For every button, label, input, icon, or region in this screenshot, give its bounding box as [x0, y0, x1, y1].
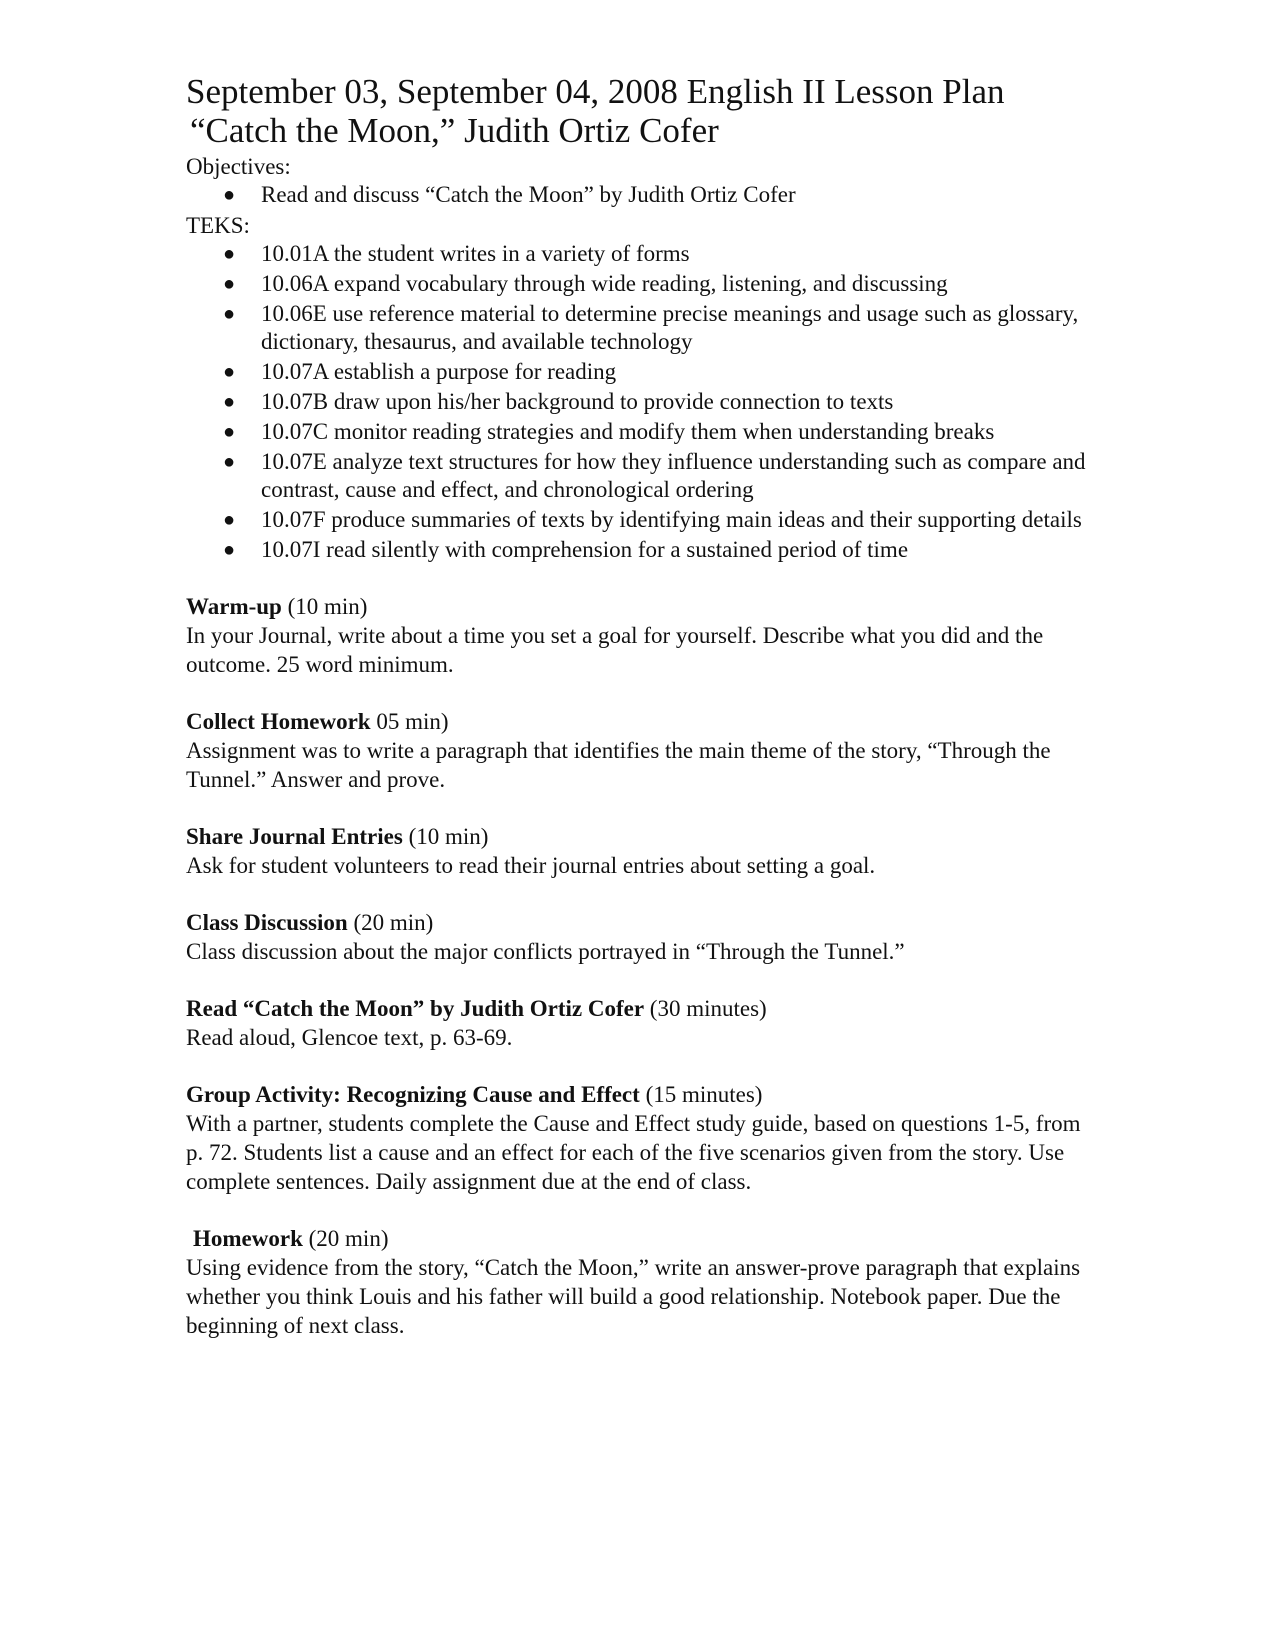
section-heading — [186, 994, 1086, 1023]
teks-text: 10.07E analyze text structures for how they influence understanding such as compare and contrast, cause and effect, and chronological ordering — [261, 449, 1086, 502]
list-item — [186, 418, 1086, 446]
teks-list — [186, 240, 1086, 564]
teks-text: 10.07A establish a purpose for reading — [261, 359, 617, 384]
section-group-activity — [186, 1080, 1086, 1196]
section-time: (10 min) — [281, 594, 368, 619]
bullet-icon: ● — [223, 184, 236, 206]
section-body: Ask for student volunteers to read their journal entries about setting a goal. — [186, 853, 876, 878]
bullet-icon: ● — [223, 509, 236, 531]
section-body: Read aloud, Glencoe text, p. 63-69. — [186, 1025, 513, 1050]
teks-text: 10.06E use reference material to determine precise meanings and usage such as glossary, dictionary, thesaurus, and available technology — [261, 301, 1079, 354]
section-body: In your Journal, write about a time you set a goal for yourself. Describe what you did and the outcome. 25 word minimum. — [186, 623, 1044, 677]
section-title: Warm-up — [186, 594, 282, 619]
teks-text: 10.06A expand vocabulary through wide reading, listening, and discussing — [261, 271, 948, 296]
page-title: September 03, September 04, 2008 English II Lesson Plan — [186, 72, 1005, 111]
section-title: Collect Homework — [186, 709, 371, 734]
teks-text: 10.07C monitor reading strategies and modify them when understanding breaks — [261, 419, 995, 444]
list-item — [186, 448, 1086, 504]
section-title: Homework — [193, 1226, 303, 1251]
list-item — [186, 388, 1086, 416]
section-read-story — [186, 994, 1086, 1052]
section-heading — [186, 1224, 1086, 1253]
section-heading — [186, 822, 1086, 851]
list-item — [186, 536, 1086, 564]
section-collect-homework — [186, 707, 1086, 794]
teks-label: TEKS: — [186, 213, 250, 238]
section-warm-up — [186, 592, 1086, 679]
list-item — [186, 506, 1086, 534]
section-heading — [186, 1080, 1086, 1109]
objective-text: Read and discuss “Catch the Moon” by Judith Ortiz Cofer — [261, 182, 796, 207]
section-share-journal — [186, 822, 1086, 880]
bullet-icon: ● — [223, 539, 236, 561]
bullet-icon: ● — [223, 243, 236, 265]
section-body: Class discussion about the major conflicts portrayed in “Through the Tunnel.” — [186, 939, 905, 964]
objectives-list — [186, 181, 1086, 209]
list-item — [186, 358, 1086, 386]
bullet-icon: ● — [223, 391, 236, 413]
teks-text: 10.07I read silently with comprehension for a sustained period of time — [261, 537, 909, 562]
section-class-discussion — [186, 908, 1086, 966]
section-homework — [186, 1224, 1086, 1340]
teks-text: 10.07F produce summaries of texts by identifying main ideas and their supporting details — [261, 507, 1082, 532]
section-heading — [186, 707, 1086, 736]
section-time: (10 min) — [402, 824, 489, 849]
section-title: Share Journal Entries — [186, 824, 403, 849]
section-time: (15 minutes) — [639, 1082, 763, 1107]
section-body: With a partner, students complete the Cause and Effect study guide, based on questions 1-5, from p. 72. Students list a cause and an effect for each of the five scenarios given from the story. Use complete sentences. Daily assignment due at the end of class. — [186, 1111, 1081, 1194]
bullet-icon: ● — [223, 451, 236, 473]
bullet-icon: ● — [223, 421, 236, 443]
teks-text: 10.01A the student writes in a variety of forms — [261, 241, 690, 266]
section-time: 05 min) — [370, 709, 449, 734]
bullet-icon: ● — [223, 303, 236, 325]
section-time: (20 min) — [302, 1226, 389, 1251]
objectives-label: Objectives: — [186, 154, 291, 179]
section-body: Using evidence from the story, “Catch the Moon,” write an answer-prove paragraph that explains whether you think Louis and his father will build a good relationship. Notebook paper. Due the beginning of next class. — [186, 1255, 1081, 1338]
section-heading — [186, 592, 1086, 621]
section-title: Class Discussion — [186, 910, 348, 935]
section-heading — [186, 908, 1086, 937]
lesson-plan-page — [186, 72, 1086, 1340]
section-title: Group Activity: Recognizing Cause and Effect — [186, 1082, 640, 1107]
list-item — [186, 270, 1086, 298]
section-time: (30 minutes) — [644, 996, 767, 1021]
page-subtitle: “Catch the Moon,” Judith Ortiz Cofer — [190, 111, 719, 150]
teks-text: 10.07B draw upon his/her background to provide connection to texts — [261, 389, 894, 414]
bullet-icon: ● — [223, 361, 236, 383]
section-time: (20 min) — [347, 910, 434, 935]
list-item — [186, 300, 1086, 356]
list-item — [186, 181, 1086, 209]
bullet-icon: ● — [223, 273, 236, 295]
section-body: Assignment was to write a paragraph that identifies the main theme of the story, “Through the Tunnel.” Answer and prove. — [186, 738, 1051, 792]
section-title: Read “Catch the Moon” by Judith Ortiz Cofer — [186, 996, 645, 1021]
list-item — [186, 240, 1086, 268]
